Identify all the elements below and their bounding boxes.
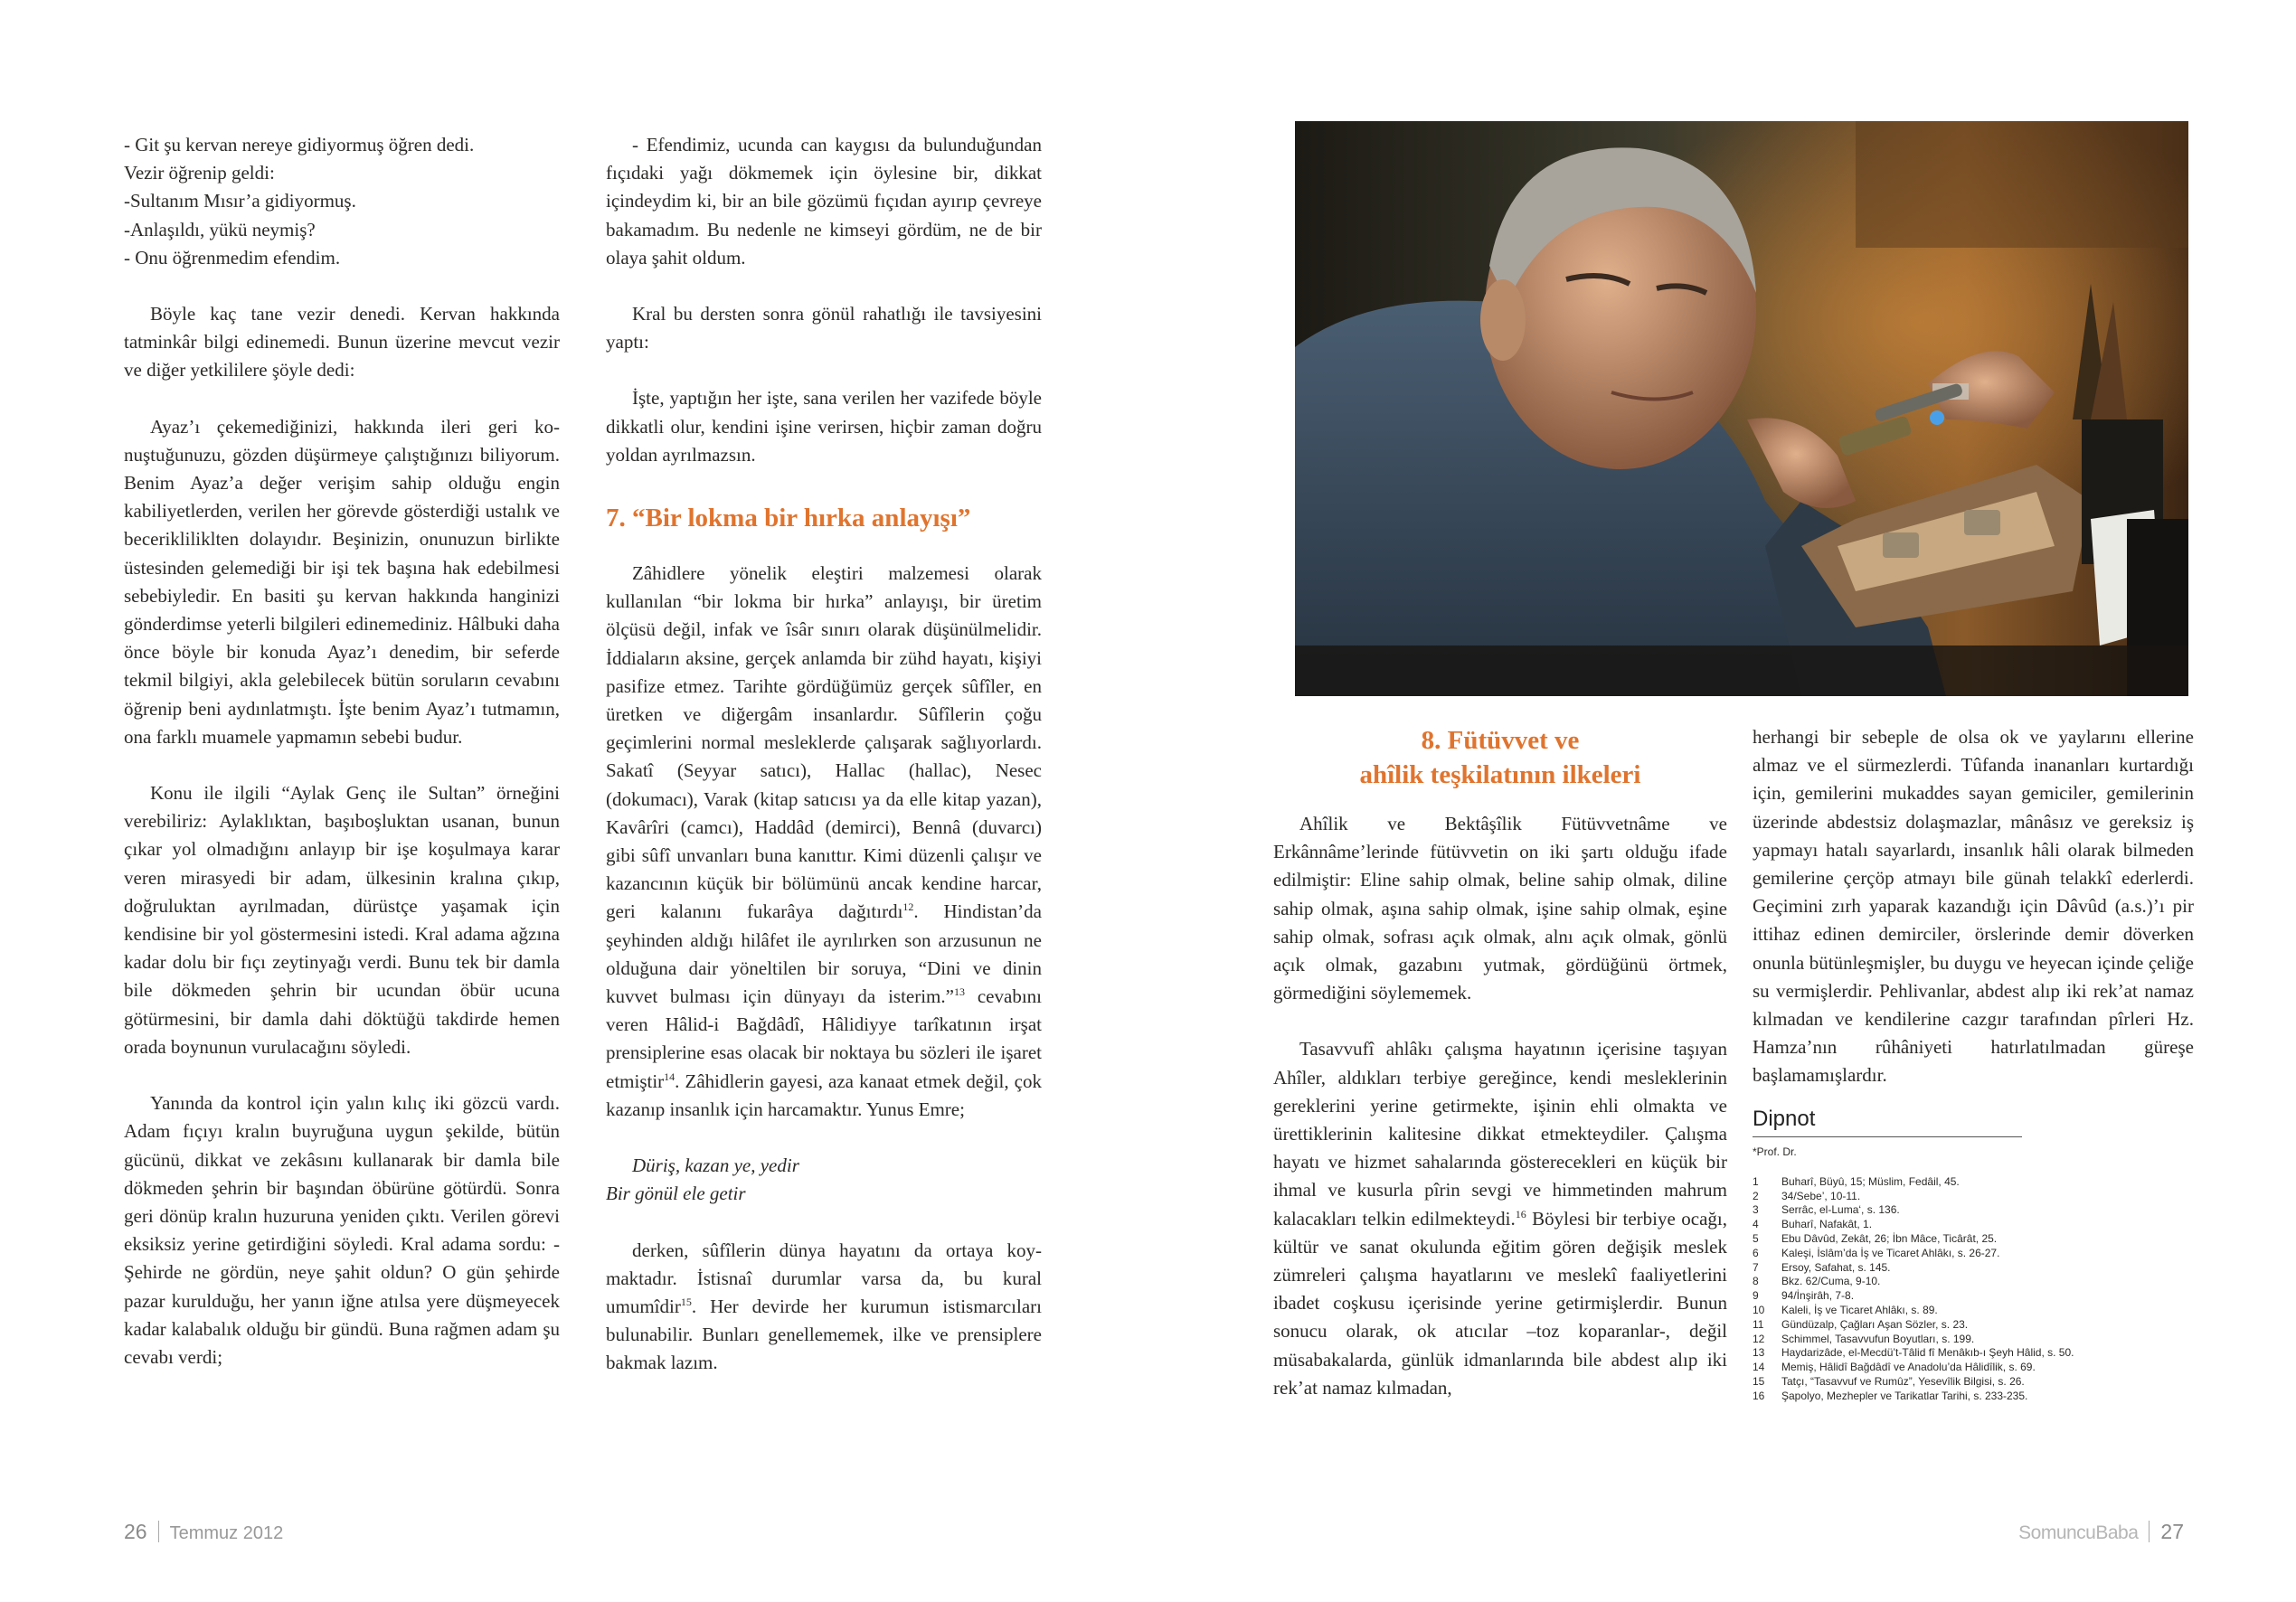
footnote-ref: 15: [680, 1295, 692, 1308]
paragraph-text: Konu ile ilgili “Aylak Genç ile Sultan” örneğini verebiliriz: Aylaklıktan, başıboşluktan usanan, bunun çıkar yol olmadığını anlayıp bir işe koşulmaya karar veren mirasyedi bir adam, ülkesinin kralına çıkıp, doğruluktan ayrılmadan, dürüstçe yaşamak için kendisine bir yol göstermesini istedi. Kral adama ağzına kadar dolu bir fıçı zeytinyağı verdi. Bunu tek bir damla bile dökmeden şehrin bir ucundan öbür ucuna götürmesini, bir damla dahi döktüğü takdirde hemen orada boynunun vurulacağını söyledi.: [124, 782, 560, 1058]
footnotes-rule: [1753, 1136, 2022, 1137]
paragraph: [606, 131, 1042, 272]
paragraph: [124, 300, 560, 385]
footnote-text: Schimmel, Tasavvufun Boyutları, s. 199.: [1781, 1332, 1975, 1345]
footnote-item: [1753, 1275, 2194, 1289]
footnote-text: Kaleşi, İslâm’da İş ve Ticaret Ahlâkı, s. 26-27.: [1781, 1246, 2000, 1259]
column-4-paragraph: herhangi bir sebeple de olsa ok ve yaylarını ellerine almaz ve el sürmezlerdi. Tûfanda inananları kurtardığı için, gemilerini mukaddes sayan gemiciler, gemilerinin üzerinde abdestsiz dolaşmazlar, mânâsız ve gereksiz iş yapmayı hatalı sayarlardı, insanlık hâli olarak bilmeden gemilerine çerçöp atmayı bile günah telakkî ederlerdi. Geçimini zırh yaparak kazandığı için Dâvûd (a.s.)’ı pir ittihaz edinen demirciler, örslerinde demir döverken onunla bütünleşmişler, bu duygu ve heyecan içinde çeliğe su vermişlerdir. Pehlivanlar, abdest alıp iki rek’at namaz kılmadan ve kendilerine cazgır tarafından pîrleri Hz. Hamza’nın rûhâniyeti hatırlatılmadan güreşe başlamamışlardır.: [1753, 726, 2194, 1087]
footnote-text: 34/Sebe’, 10-11.: [1781, 1189, 1861, 1202]
paragraph: [1273, 1035, 1727, 1402]
footnote-item: [1753, 1232, 2194, 1247]
footnote-text: Tatçı, “Tasavvuf ve Rumûz”, Yesevîlik Bilgisi, s. 26.: [1781, 1375, 2025, 1388]
footnote-number: 2: [1753, 1189, 1759, 1202]
footnote-item: [1753, 1175, 2194, 1190]
paragraph-text: Yanında da kontrol için yalın kılıç iki gözcü vardı. Adam fıçıyı kralın buyruğuna uygun şekilde, bütün gücünü, dikkat ve zekâsını kullanarak bir damla bile dökmeden şehrin bir başından öbürüne götürdü. Sonra geri dönüp kralın huzuruna yeniden çıktı. Verilen görevi eksiksiz yerine getirdiğini söyledi. Kral adama sordu: - Şehirde ne gördün, neye şahit oldun? O gün şehirde pazar kurulduğu, her yanın iğne atılsa yere düşmeyecek kadar kalabalık olduğu bir gündü. Buna rağmen adam şu cevabı verdi;: [124, 1092, 560, 1368]
magazine-name: SomuncuBaba: [2018, 1522, 2139, 1543]
footnote-number: 14: [1753, 1361, 1765, 1374]
folio-right: [2018, 1520, 2184, 1544]
paragraph-text: cevabını veren Hâlid-i Bağdâdî, Hâlidiyye tarîkatının irşat prensiplerine esas olacak bir noktaya bu sözleri ile işaret etmiştir: [606, 985, 1042, 1092]
footnote-text: Ebu Dâvûd, Zekât, 26; İbn Mâce, Ticârât, 25.: [1781, 1232, 1998, 1246]
column-3-text: [1273, 810, 1727, 1402]
paragraph-text: Tasavvufî ahlâkı çalışma hayatının içerisine taşıyan Ahîler, aldıkları terbiye gereğince, kendi mesleklerinin gereklerini yerine getirmekte, işinin ehli olmakta ve ürettiklerinin kalitesine dikkat etmekteydiler. Çalışma hayatı ve hizmet sahalarında gösterecekleri en küçük bir ihmal ve kusurla pîrin sevgi ve himmetinden mahrum kalacakları telkin edilmekteydi.: [1273, 1038, 1727, 1230]
footnote-number: 11: [1753, 1317, 1764, 1331]
footnote-number: 4: [1753, 1218, 1759, 1231]
footnote-ref: 14: [664, 1070, 676, 1083]
footnote-item: [1753, 1375, 2194, 1390]
page-number-right: 27: [2160, 1520, 2184, 1543]
footnote-item: [1753, 1247, 2194, 1261]
footnote-item: [1753, 1289, 2194, 1304]
paragraph-text: - Git şu kervan nereye gidiyormuş öğren dedi. Vezir öğrenip geldi: -Sultanım Mısır’a gidiyormuş. -Anlaşıldı, yükü neymiş? - Onu öğrenmedim efendim.: [124, 134, 475, 269]
footnote-text: Buharî, Nafakât, 1.: [1781, 1218, 1873, 1231]
footnote-number: 7: [1753, 1260, 1759, 1274]
footnote-number: 8: [1753, 1275, 1759, 1288]
footnote-text: Kaleli, İş ve Ticaret Ahlâkı, s. 89.: [1781, 1304, 1938, 1317]
issue-date: Temmuz 2012: [169, 1523, 284, 1543]
footnote-text: Serrâc, el-Luma‘, s. 136.: [1781, 1203, 1900, 1217]
left-column-2: [606, 131, 1042, 1378]
footnote-number: 16: [1753, 1389, 1765, 1402]
paragraph: [606, 1237, 1042, 1378]
footnote-number: 10: [1753, 1304, 1765, 1317]
paragraph-text: Böylesi bir terbiye ocağı, kültür ve sanat okulunda eğitim gören değişik meslek zümreleri çalışma hayatlarını ve meslekî faaliyetlerini ibadet coşkusu içerisinde yerine getirmişlerdir. Bunun sonucu olarak, ok atıcılar –toz koparanlar-, değil müsabakalarda, günlük idmanlarında bile abdest alıp iki rek’at namaz kılmadan,: [1273, 1207, 1728, 1399]
folio-left: [124, 1520, 283, 1544]
page-number-left: 26: [124, 1520, 147, 1543]
footnote-text: Bkz. 62/Cuma, 9-10.: [1781, 1275, 1881, 1288]
section-heading-8-line-2: ahîlik teşkilatının ilkeleri: [1359, 760, 1641, 789]
paragraph-text: - Efendimiz, ucunda can kaygısı da bulunduğundan fıçıdaki yağı dökmemek için öylesine bir, dikkat içindeydim ki, bir an bile gözümü fıçıdan ayırıp çevreye bakamadım. Bu nedenle ne kimseyi gördüm, ne de bir olaya şahit oldum.: [606, 134, 1042, 269]
paragraph: [124, 779, 560, 1061]
right-column-1: [1273, 723, 1727, 1402]
footnote-item: [1753, 1390, 2194, 1404]
folio-separator: [158, 1521, 159, 1542]
footnote-item: [1753, 1190, 2194, 1204]
paragraph-text: . Hindistan’da şeyhinden aldığı hilâfet ile ayrılırken son arzusunun ne olduğuna dair yöneltilen bir soruya, “Dini ve dinin kuvvet bulması için dünyayı da isterim.”: [606, 900, 1042, 1008]
left-column-1: [124, 131, 560, 1371]
footnote-ref: 16: [1515, 1207, 1526, 1220]
paragraph: [124, 131, 560, 272]
footnote-text: Memiş, Hâlidî Bağdâdî ve Anadolu’da Hâlidîlik, s. 69.: [1781, 1361, 2036, 1374]
footnote-item: [1753, 1333, 2194, 1347]
article-photo: [1295, 121, 2188, 696]
paragraph: [606, 384, 1042, 469]
paragraph-text: Ahîlik ve Bektâşîlik Fütüvvetnâme ve Erkânnâme’lerinde fütüvvetin on iki şartı olduğu ifade edilmiştir: Eline sahip olmak, beline sahip olmak, diline sahip olmak, aşına sahip olmak, işine sahip olmak, eşine sahip olmak, sofrası açık olmak, alnı açık olmak, gönlü açık olmak, gazabını yutmak, gördüğünü örtmek, görmediğini söylememek.: [1273, 813, 1727, 1004]
paragraph-text: Böyle kaç tane vezir denedi. Kervan hakkında tatminkâr bilgi edinemedi. Bunun üzerine mevcut vezir ve diğer yetkililere şöyle dedi:: [124, 303, 560, 382]
paragraph: [124, 413, 560, 751]
footnote-text: Gündüzalp, Çağları Aşan Sözler, s. 23.: [1781, 1317, 1969, 1331]
footnote-text: Şapolyo, Mezhepler ve Tarikatlar Tarihi, s. 233-235.: [1781, 1389, 2028, 1402]
paragraph: [606, 560, 1042, 1124]
footnote-number: 1: [1753, 1174, 1759, 1188]
section-heading-8: [1273, 723, 1727, 792]
footnote-list: [1753, 1175, 2194, 1404]
paragraph-text: İşte, yaptığın her işte, sana verilen her vazifede böyle dikkatli olur, kendini işine verirsen, hiçbir zaman doğru yoldan ayrılmazsın.: [606, 387, 1042, 466]
footnote-number: 12: [1753, 1332, 1765, 1345]
footnote-number: 13: [1753, 1346, 1765, 1360]
paragraph-text: Kral bu dersten sonra gönül rahatlığı ile tavsiyesini yaptı:: [606, 303, 1042, 353]
footnote-item: [1753, 1361, 2194, 1375]
column-2-bottom-text: [606, 560, 1042, 1377]
footnote-text: Haydarizâde, el-Mecdü’t-Tâlid fî Menâkıb-ı Şeyh Hâlid, s. 50.: [1781, 1346, 2074, 1360]
craftsman-photo-illustration: [1295, 121, 2188, 696]
column-2-top-text: [606, 131, 1042, 469]
footnote-item: [1753, 1304, 2194, 1318]
footnote-ref: 13: [953, 985, 965, 999]
paragraph: [606, 1152, 1042, 1208]
footnote-item: [1753, 1346, 2194, 1361]
footnote-text: Buharî, Büyû, 15; Müslim, Fedâil, 45.: [1781, 1174, 1960, 1188]
paragraph-text: derken, sûfîlerin dünya hayatını da ortaya koymaktadır. İstisnaî durumlar varsa da, bu kural umumîdir: [606, 1239, 1042, 1317]
paragraph-text: Düriş, kazan ye, yedir Bir gönül ele getir: [606, 1154, 799, 1205]
footnotes-title: Dipnot: [1753, 1106, 1816, 1131]
footnote-number: 15: [1753, 1375, 1765, 1388]
footnote-item: [1753, 1218, 2194, 1232]
section-heading-7: 7. “Bir lokma bir hırka anlayışı”: [606, 504, 971, 533]
right-column-2: [1753, 723, 2194, 1404]
paragraph: [124, 1089, 560, 1371]
footnote-item: [1753, 1203, 2194, 1218]
paragraph-text: . Zâhidlerin gayesi, aza kanaat etmek değil, çok kazanıp insanlık için harcamaktır. Yunus Emre;: [606, 1070, 1042, 1120]
footnote-number: 6: [1753, 1246, 1759, 1259]
footnote-number: 5: [1753, 1232, 1759, 1246]
paragraph: [1273, 810, 1727, 1007]
footnote-number: 3: [1753, 1203, 1759, 1217]
paragraph-text: Ayaz’ı çekemediğinizi, hakkında ileri geri konuştuğunuzu, gözden düşürmeye çalıştığınızı biliyorum. Benim Ayaz’a değer verişim sahip olduğu engin kabiliyetlerden, verilen her görevde gösterdiği ustalık ve becerikliliklten dolayıdır. Beşinizin, onunuzun birlikte üstesinden gelemediği bir işi tek başına hak edebilmesi sebebiyledir. En basiti şu kervan hakkında hanginizi gönderdimse yeterli bilgileri edinemediniz. Hâlbuki daha önce böyle bir konuda Ayaz’ı denedim, bir seferde tekmil bilgiyi, akla gelebilecek bütün soruların cevabını öğrenip beni aydınlatmıştı. İşte benim Ayaz’ı tutmamın, ona farklı muamele yapmamın sebebi budur.: [124, 415, 560, 748]
author-note: *Prof. Dr.: [1753, 1145, 1797, 1158]
footnote-text: 94/İnşirâh, 7-8.: [1781, 1289, 1855, 1303]
footnote-text: Ersoy, Safahat, s. 145.: [1781, 1260, 1891, 1274]
paragraph-text: . Her devirde her kurumun istismarcıları bulunabilir. Bunları genellememek, ilke ve prensiplere bakmak lazım.: [606, 1295, 1042, 1374]
paragraph-text: Zâhidlere yönelik eleştiri malzemesi olarak kullanılan “bir lokma bir hırka” anlayışı, bir üretim ölçüsü değil, infak ve îsâr sınırı olarak düşünülmelidir. İddiaların aksine, gerçek anlamda bir zühd hayatı, kişiyi pasifize etmez. Tarihte gördüğümüz gerçek sûfîler, en üretken ve diğergâm insanlardır. Sûfîlerin çoğu geçimlerini normal mesleklerde çalışarak sağlıyorlardı. Sakatî (Seyyar satıcı), Hallac (hallac), Nesec (dokumacı), Varak (kitap satıcısı ya da elle kitap yazan), Kavârîri (camcı), Haddâd (demirci), Bennâ (duvarcı) gibi sûfî unvanları buna kanıttır. Kimi düzenli çalışır ve kazancının küçük bir bölümünü ancak kendine harcar, geri kalanını fukarâya dağıtırdı: [606, 562, 1042, 923]
paragraph: [606, 300, 1042, 356]
section-heading-8-line-1: 8. Fütüvvet ve: [1421, 726, 1580, 755]
footnote-item: [1753, 1318, 2194, 1333]
folio-separator: [2149, 1521, 2150, 1542]
footnote-ref: 12: [902, 900, 914, 914]
footnote-item: [1753, 1261, 2194, 1276]
footnote-number: 9: [1753, 1289, 1759, 1303]
